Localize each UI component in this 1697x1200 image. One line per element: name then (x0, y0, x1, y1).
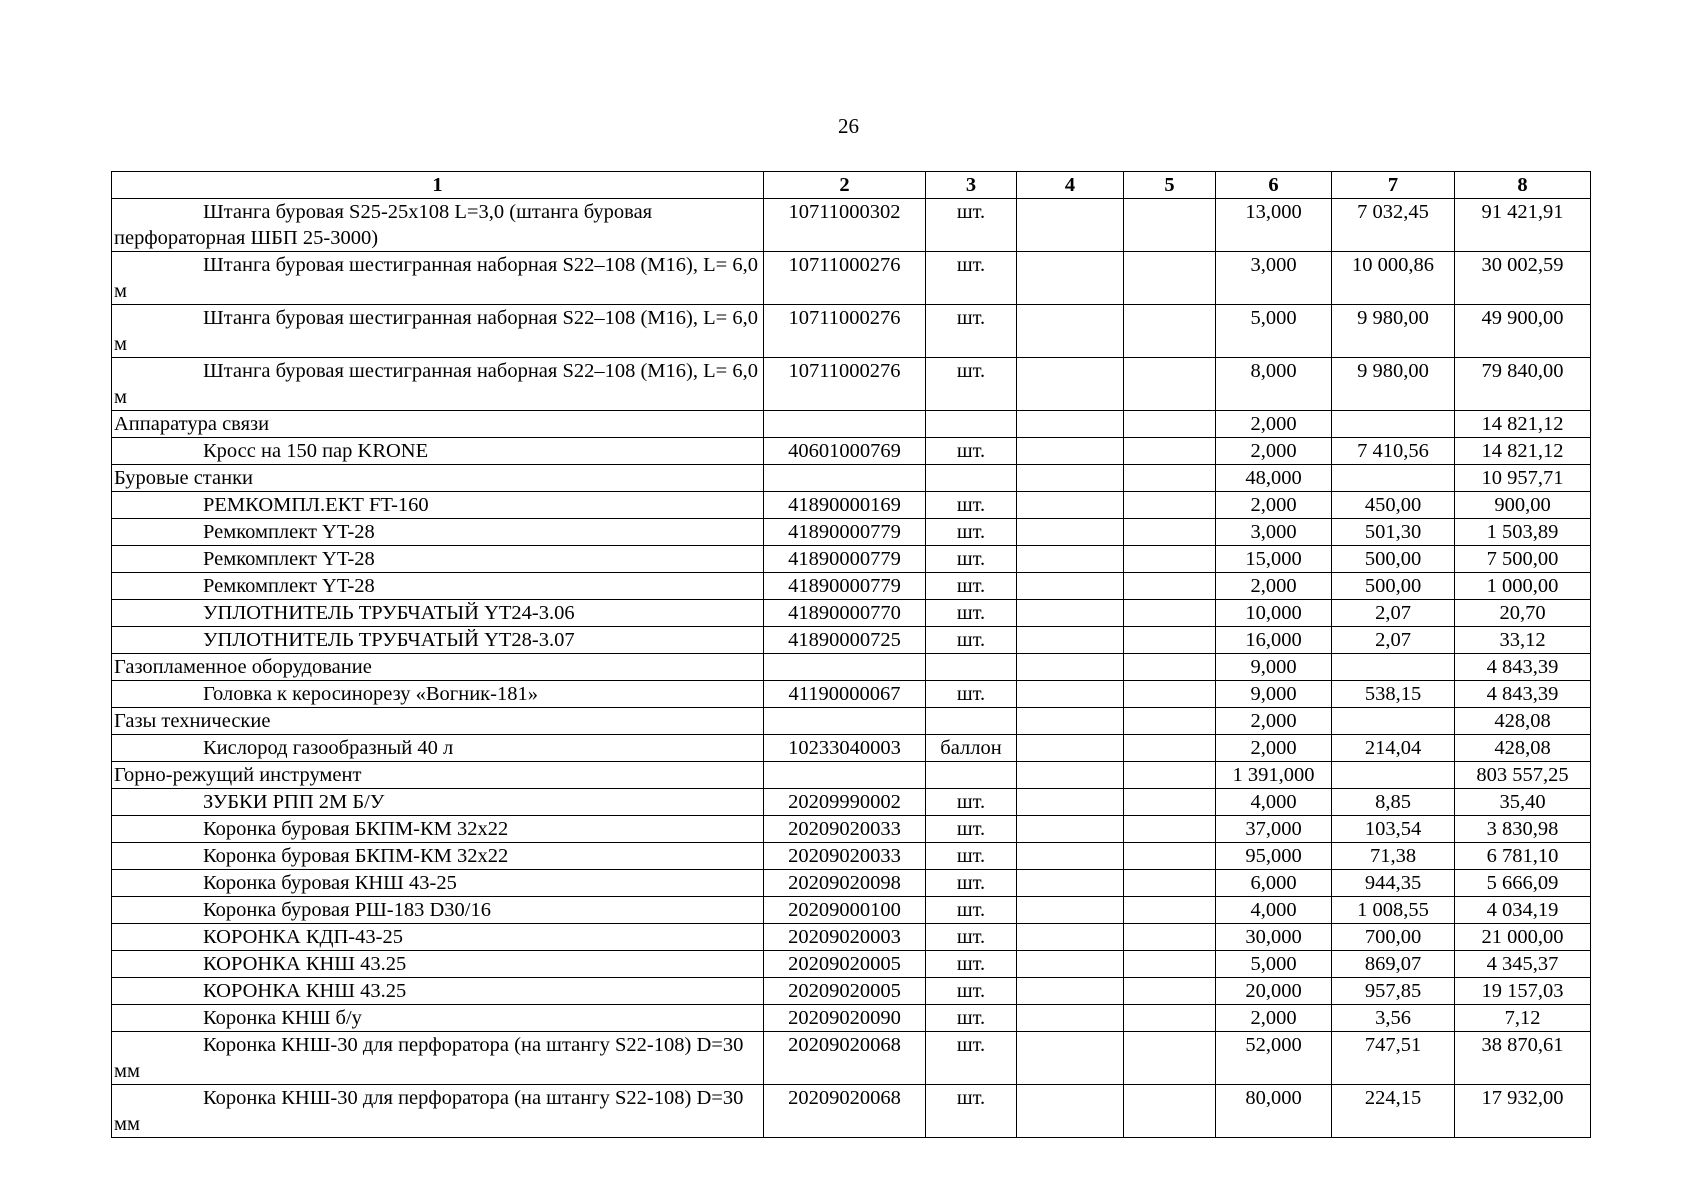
item-code-cell (764, 411, 926, 438)
table-row (112, 924, 1591, 951)
unit-cell (926, 654, 1017, 681)
quantity-cell: 9,000 (1216, 681, 1332, 708)
quantity-cell: 80,000 (1216, 1085, 1332, 1138)
column-4-cell (1017, 492, 1124, 519)
item-name-cell: Штанга буровая шестигранная наборная S22–108 (M16), L= 6,0 м (112, 252, 764, 305)
table-group-row (112, 762, 1591, 789)
table-row (112, 438, 1591, 465)
sum-cell: 33,12 (1455, 627, 1591, 654)
unit-cell (926, 708, 1017, 735)
column-4-cell (1017, 1032, 1124, 1085)
table-row (112, 843, 1591, 870)
unit-cell: шт. (926, 1085, 1017, 1138)
column-4-cell (1017, 978, 1124, 1005)
column-5-cell (1124, 708, 1216, 735)
item-name-cell: ЗУБКИ РПП 2М Б/У (112, 789, 764, 816)
table-header (112, 172, 1591, 199)
column-4-cell (1017, 1085, 1124, 1138)
column-5-cell (1124, 199, 1216, 252)
item-code-cell: 20209020005 (764, 951, 926, 978)
item-code-cell: 41890000169 (764, 492, 926, 519)
item-code-cell: 10711000302 (764, 199, 926, 252)
item-code-cell: 10711000276 (764, 358, 926, 411)
sum-cell: 7 500,00 (1455, 546, 1591, 573)
column-header-4: 4 (1017, 172, 1124, 199)
column-4-cell (1017, 735, 1124, 762)
item-code-cell: 20209990002 (764, 789, 926, 816)
table-row (112, 573, 1591, 600)
table-row (112, 978, 1591, 1005)
column-header-7: 7 (1332, 172, 1455, 199)
unit-cell: шт. (926, 546, 1017, 573)
column-5-cell (1124, 843, 1216, 870)
item-name-cell: КОРОНКА КНШ 43.25 (112, 951, 764, 978)
sum-cell: 4 843,39 (1455, 654, 1591, 681)
header-row (112, 172, 1591, 199)
item-code-cell: 41890000779 (764, 546, 926, 573)
sum-cell: 21 000,00 (1455, 924, 1591, 951)
column-4-cell (1017, 924, 1124, 951)
price-cell: 9 980,00 (1332, 358, 1455, 411)
table-row (112, 951, 1591, 978)
column-5-cell (1124, 735, 1216, 762)
inventory-table (111, 171, 1591, 1138)
sum-cell: 49 900,00 (1455, 305, 1591, 358)
item-code-cell: 20209020033 (764, 816, 926, 843)
sum-cell: 35,40 (1455, 789, 1591, 816)
column-4-cell (1017, 870, 1124, 897)
item-name-cell: КОРОНКА КНШ 43.25 (112, 978, 764, 1005)
column-5-cell (1124, 681, 1216, 708)
item-name-cell: Штанга буровая S25-25x108 L=3,0 (штанга буровая перфораторная ШБП 25-3000) (112, 199, 764, 252)
sum-cell: 428,08 (1455, 735, 1591, 762)
table-row (112, 600, 1591, 627)
item-name-cell: РЕМКОМПЛ.ЕКТ FT-160 (112, 492, 764, 519)
quantity-cell: 52,000 (1216, 1032, 1332, 1085)
item-code-cell (764, 762, 926, 789)
unit-cell: шт. (926, 358, 1017, 411)
sum-cell: 6 781,10 (1455, 843, 1591, 870)
unit-cell: баллон (926, 735, 1017, 762)
item-code-cell: 20209020068 (764, 1032, 926, 1085)
table-row (112, 897, 1591, 924)
quantity-cell: 2,000 (1216, 411, 1332, 438)
unit-cell: шт. (926, 573, 1017, 600)
price-cell (1332, 465, 1455, 492)
sum-cell: 14 821,12 (1455, 438, 1591, 465)
column-5-cell (1124, 252, 1216, 305)
sum-cell: 7,12 (1455, 1005, 1591, 1032)
column-4-cell (1017, 654, 1124, 681)
column-5-cell (1124, 546, 1216, 573)
item-name-cell: Коронка буровая РШ-183 D30/16 (112, 897, 764, 924)
column-4-cell (1017, 358, 1124, 411)
price-cell: 747,51 (1332, 1032, 1455, 1085)
quantity-cell: 6,000 (1216, 870, 1332, 897)
table-row (112, 735, 1591, 762)
column-5-cell (1124, 816, 1216, 843)
item-code-cell: 41890000779 (764, 573, 926, 600)
item-code-cell: 10233040003 (764, 735, 926, 762)
unit-cell: шт. (926, 924, 1017, 951)
quantity-cell: 95,000 (1216, 843, 1332, 870)
item-name-cell: Кислород газообразный 40 л (112, 735, 764, 762)
table-group-row (112, 465, 1591, 492)
unit-cell: шт. (926, 519, 1017, 546)
item-name-cell: Ремкомплект YT-28 (112, 546, 764, 573)
column-header-8: 8 (1455, 172, 1591, 199)
column-4-cell (1017, 305, 1124, 358)
column-5-cell (1124, 951, 1216, 978)
table-row (112, 358, 1591, 411)
table-row (112, 199, 1591, 252)
column-5-cell (1124, 358, 1216, 411)
item-name-cell: Коронка буровая КНШ 43-25 (112, 870, 764, 897)
column-4-cell (1017, 627, 1124, 654)
unit-cell (926, 762, 1017, 789)
unit-cell: шт. (926, 870, 1017, 897)
sum-cell: 1 503,89 (1455, 519, 1591, 546)
item-code-cell: 10711000276 (764, 305, 926, 358)
item-name-cell: Газы технические (112, 708, 764, 735)
unit-cell: шт. (926, 305, 1017, 358)
sum-cell: 91 421,91 (1455, 199, 1591, 252)
table-row (112, 546, 1591, 573)
item-name-cell: Газопламенное оборудование (112, 654, 764, 681)
price-cell: 957,85 (1332, 978, 1455, 1005)
quantity-cell: 2,000 (1216, 735, 1332, 762)
item-name-cell: Коронка КНШ-30 для перфоратора (на штангу S22-108) D=30 мм (112, 1032, 764, 1085)
column-5-cell (1124, 654, 1216, 681)
item-name-cell: УПЛОТНИТЕЛЬ ТРУБЧАТЫЙ YT28-3.07 (112, 627, 764, 654)
table-row (112, 1085, 1591, 1138)
table-row (112, 252, 1591, 305)
table-row (112, 870, 1591, 897)
price-cell: 869,07 (1332, 951, 1455, 978)
item-name-cell: Коронка КНШ б/у (112, 1005, 764, 1032)
price-cell (1332, 708, 1455, 735)
column-4-cell (1017, 681, 1124, 708)
price-cell: 450,00 (1332, 492, 1455, 519)
item-name-cell: УПЛОТНИТЕЛЬ ТРУБЧАТЫЙ YT24-3.06 (112, 600, 764, 627)
price-cell: 2,07 (1332, 600, 1455, 627)
column-5-cell (1124, 1085, 1216, 1138)
item-name-cell: Штанга буровая шестигранная наборная S22–108 (M16), L= 6,0 м (112, 358, 764, 411)
sum-cell: 900,00 (1455, 492, 1591, 519)
unit-cell: шт. (926, 627, 1017, 654)
unit-cell: шт. (926, 492, 1017, 519)
quantity-cell: 2,000 (1216, 1005, 1332, 1032)
item-name-cell: Коронка буровая БКПМ-КМ 32x22 (112, 843, 764, 870)
price-cell: 71,38 (1332, 843, 1455, 870)
column-4-cell (1017, 573, 1124, 600)
unit-cell: шт. (926, 951, 1017, 978)
column-header-3: 3 (926, 172, 1017, 199)
quantity-cell: 15,000 (1216, 546, 1332, 573)
item-code-cell: 40601000769 (764, 438, 926, 465)
page-number: 26 (838, 114, 859, 138)
table-group-row (112, 654, 1591, 681)
column-4-cell (1017, 438, 1124, 465)
item-code-cell: 10711000276 (764, 252, 926, 305)
item-name-cell: Буровые станки (112, 465, 764, 492)
sum-cell: 3 830,98 (1455, 816, 1591, 843)
price-cell: 500,00 (1332, 546, 1455, 573)
table-row (112, 1005, 1591, 1032)
price-cell: 538,15 (1332, 681, 1455, 708)
price-cell: 224,15 (1332, 1085, 1455, 1138)
sum-cell: 19 157,03 (1455, 978, 1591, 1005)
item-name-cell: Ремкомплект YT-28 (112, 573, 764, 600)
quantity-cell: 9,000 (1216, 654, 1332, 681)
item-code-cell: 20209020005 (764, 978, 926, 1005)
item-code-cell (764, 654, 926, 681)
item-code-cell: 20209020068 (764, 1085, 926, 1138)
column-4-cell (1017, 411, 1124, 438)
column-5-cell (1124, 978, 1216, 1005)
price-cell: 7 032,45 (1332, 199, 1455, 252)
column-5-cell (1124, 789, 1216, 816)
price-cell: 3,56 (1332, 1005, 1455, 1032)
price-cell: 214,04 (1332, 735, 1455, 762)
quantity-cell: 2,000 (1216, 492, 1332, 519)
item-name-cell: КОРОНКА КДП-43-25 (112, 924, 764, 951)
table-group-row (112, 411, 1591, 438)
table-row (112, 789, 1591, 816)
quantity-cell: 3,000 (1216, 252, 1332, 305)
column-4-cell (1017, 843, 1124, 870)
sum-cell: 5 666,09 (1455, 870, 1591, 897)
unit-cell: шт. (926, 438, 1017, 465)
unit-cell: шт. (926, 600, 1017, 627)
price-cell: 103,54 (1332, 816, 1455, 843)
unit-cell: шт. (926, 681, 1017, 708)
unit-cell: шт. (926, 897, 1017, 924)
column-header-5: 5 (1124, 172, 1216, 199)
price-cell: 9 980,00 (1332, 305, 1455, 358)
unit-cell: шт. (926, 843, 1017, 870)
price-cell: 10 000,86 (1332, 252, 1455, 305)
table-group-row (112, 708, 1591, 735)
price-cell: 944,35 (1332, 870, 1455, 897)
quantity-cell: 37,000 (1216, 816, 1332, 843)
sum-cell: 10 957,71 (1455, 465, 1591, 492)
quantity-cell: 30,000 (1216, 924, 1332, 951)
item-code-cell: 41890000779 (764, 519, 926, 546)
item-code-cell: 41890000725 (764, 627, 926, 654)
column-5-cell (1124, 438, 1216, 465)
column-4-cell (1017, 465, 1124, 492)
column-4-cell (1017, 600, 1124, 627)
sum-cell: 4 034,19 (1455, 897, 1591, 924)
sum-cell: 4 345,37 (1455, 951, 1591, 978)
sum-cell: 803 557,25 (1455, 762, 1591, 789)
unit-cell (926, 411, 1017, 438)
item-code-cell: 20209020098 (764, 870, 926, 897)
item-name-cell: Горно-режущий инструмент (112, 762, 764, 789)
quantity-cell: 5,000 (1216, 951, 1332, 978)
item-name-cell: Штанга буровая шестигранная наборная S22–108 (M16), L= 6,0 м (112, 305, 764, 358)
column-5-cell (1124, 870, 1216, 897)
column-header-2: 2 (764, 172, 926, 199)
item-code-cell (764, 708, 926, 735)
item-name-cell: Ремкомплект YT-28 (112, 519, 764, 546)
quantity-cell: 2,000 (1216, 708, 1332, 735)
column-4-cell (1017, 519, 1124, 546)
price-cell (1332, 654, 1455, 681)
table-row (112, 305, 1591, 358)
column-5-cell (1124, 600, 1216, 627)
quantity-cell: 16,000 (1216, 627, 1332, 654)
column-5-cell (1124, 924, 1216, 951)
unit-cell: шт. (926, 1032, 1017, 1085)
item-code-cell: 41890000770 (764, 600, 926, 627)
sum-cell: 4 843,39 (1455, 681, 1591, 708)
price-cell (1332, 762, 1455, 789)
column-5-cell (1124, 465, 1216, 492)
sum-cell: 17 932,00 (1455, 1085, 1591, 1138)
item-code-cell: 41190000067 (764, 681, 926, 708)
sum-cell: 20,70 (1455, 600, 1591, 627)
quantity-cell: 4,000 (1216, 897, 1332, 924)
column-4-cell (1017, 546, 1124, 573)
price-cell: 1 008,55 (1332, 897, 1455, 924)
table-row (112, 1032, 1591, 1085)
quantity-cell: 2,000 (1216, 438, 1332, 465)
quantity-cell: 13,000 (1216, 199, 1332, 252)
table-row (112, 492, 1591, 519)
price-cell: 700,00 (1332, 924, 1455, 951)
table-row (112, 681, 1591, 708)
item-code-cell: 20209020003 (764, 924, 926, 951)
column-5-cell (1124, 492, 1216, 519)
quantity-cell: 1 391,000 (1216, 762, 1332, 789)
price-cell: 2,07 (1332, 627, 1455, 654)
table-body (112, 199, 1591, 1138)
quantity-cell: 4,000 (1216, 789, 1332, 816)
column-5-cell (1124, 897, 1216, 924)
item-name-cell: Аппаратура связи (112, 411, 764, 438)
item-code-cell (764, 465, 926, 492)
column-5-cell (1124, 519, 1216, 546)
sum-cell: 38 870,61 (1455, 1032, 1591, 1085)
price-cell (1332, 411, 1455, 438)
sum-cell: 79 840,00 (1455, 358, 1591, 411)
column-4-cell (1017, 789, 1124, 816)
column-4-cell (1017, 951, 1124, 978)
unit-cell: шт. (926, 978, 1017, 1005)
item-code-cell: 20209000100 (764, 897, 926, 924)
column-5-cell (1124, 411, 1216, 438)
price-cell: 8,85 (1332, 789, 1455, 816)
unit-cell: шт. (926, 816, 1017, 843)
column-4-cell (1017, 897, 1124, 924)
column-header-6: 6 (1216, 172, 1332, 199)
unit-cell: шт. (926, 789, 1017, 816)
sum-cell: 14 821,12 (1455, 411, 1591, 438)
item-code-cell: 20209020090 (764, 1005, 926, 1032)
price-cell: 501,30 (1332, 519, 1455, 546)
column-5-cell (1124, 1005, 1216, 1032)
column-5-cell (1124, 305, 1216, 358)
column-4-cell (1017, 199, 1124, 252)
price-cell: 7 410,56 (1332, 438, 1455, 465)
unit-cell: шт. (926, 252, 1017, 305)
quantity-cell: 10,000 (1216, 600, 1332, 627)
unit-cell (926, 465, 1017, 492)
unit-cell: шт. (926, 1005, 1017, 1032)
column-4-cell (1017, 1005, 1124, 1032)
quantity-cell: 48,000 (1216, 465, 1332, 492)
table-row (112, 519, 1591, 546)
quantity-cell: 20,000 (1216, 978, 1332, 1005)
item-name-cell: Коронка КНШ-30 для перфоратора (на штангу S22-108) D=30 мм (112, 1085, 764, 1138)
item-name-cell: Головка к керосинорезу «Вогник-181» (112, 681, 764, 708)
quantity-cell: 3,000 (1216, 519, 1332, 546)
quantity-cell: 8,000 (1216, 358, 1332, 411)
quantity-cell: 5,000 (1216, 305, 1332, 358)
table-row (112, 816, 1591, 843)
column-5-cell (1124, 573, 1216, 600)
column-4-cell (1017, 708, 1124, 735)
sum-cell: 1 000,00 (1455, 573, 1591, 600)
column-4-cell (1017, 762, 1124, 789)
item-code-cell: 20209020033 (764, 843, 926, 870)
column-5-cell (1124, 762, 1216, 789)
sum-cell: 30 002,59 (1455, 252, 1591, 305)
column-5-cell (1124, 1032, 1216, 1085)
column-header-1: 1 (112, 172, 764, 199)
unit-cell: шт. (926, 199, 1017, 252)
item-name-cell: Коронка буровая БКПМ-КМ 32x22 (112, 816, 764, 843)
column-4-cell (1017, 816, 1124, 843)
table-row (112, 627, 1591, 654)
sum-cell: 428,08 (1455, 708, 1591, 735)
column-5-cell (1124, 627, 1216, 654)
column-4-cell (1017, 252, 1124, 305)
price-cell: 500,00 (1332, 573, 1455, 600)
item-name-cell: Кросс на 150 пар KRONE (112, 438, 764, 465)
quantity-cell: 2,000 (1216, 573, 1332, 600)
